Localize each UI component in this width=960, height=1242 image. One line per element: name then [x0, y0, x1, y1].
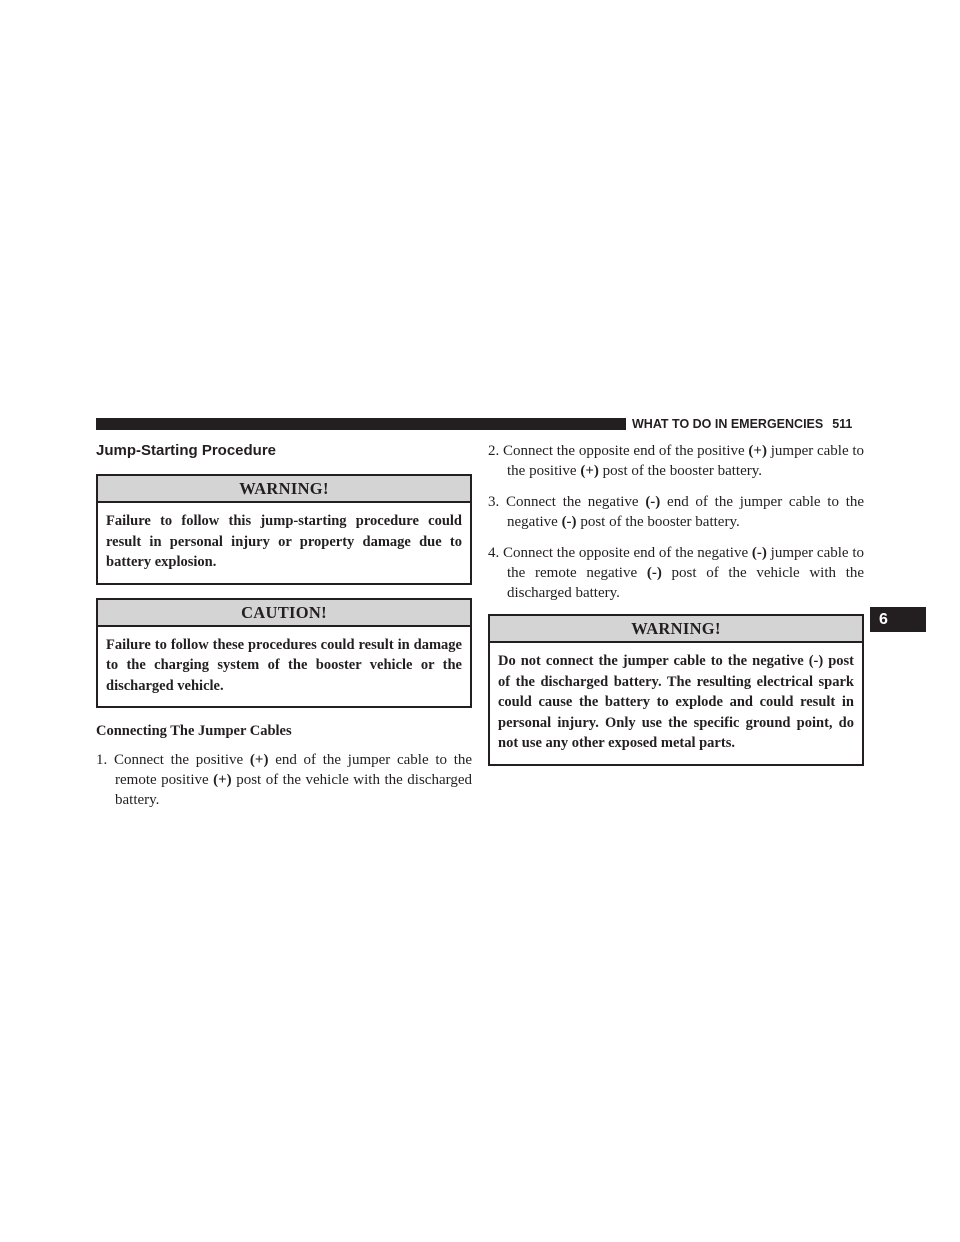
section-title: Jump-Starting Procedure [96, 442, 277, 459]
polarity-symbol: (+) [213, 772, 232, 788]
polarity-symbol: (-) [645, 494, 661, 510]
step-text: post of the booster battery. [602, 463, 763, 479]
header-rule [96, 418, 626, 430]
subheading: Connecting The Jumper Cables [96, 723, 292, 739]
warning-box [488, 614, 864, 766]
caution-box [96, 598, 472, 709]
warning-title: WARNING! [490, 616, 862, 643]
step-text: post of the vehicle with the discharged battery. [507, 565, 865, 601]
left-column [96, 441, 472, 821]
step-text: end of the jumper cable to the remote positive [115, 752, 473, 788]
step-number: 3. [488, 494, 500, 510]
step-1 [96, 750, 472, 810]
step-text: Connect the opposite end of the negative [503, 545, 749, 561]
page-number: 511 [832, 417, 853, 431]
step-text: Connect the positive [113, 752, 244, 768]
running-header [632, 417, 867, 431]
step-text: jumper cable to the remote negative [507, 545, 865, 581]
polarity-symbol: (+) [580, 463, 599, 479]
header-section-title: WHAT TO DO IN EMERGENCIES [632, 417, 824, 431]
caution-title: CAUTION! [98, 600, 470, 627]
caution-text: Failure to follow these procedures could result in damage to the charging system of the booster vehicle or the discharged vehicle. [106, 636, 462, 694]
step-number: 1. [96, 752, 108, 768]
step-2 [488, 441, 864, 481]
step-text: Connect the negative [505, 494, 639, 510]
step-text: post of the vehicle with the discharged battery. [115, 772, 472, 808]
polarity-symbol: (+) [748, 443, 767, 459]
step-number: 4. [488, 545, 500, 561]
step-3 [488, 492, 864, 532]
step-text: end of the jumper cable to the negative [507, 494, 865, 530]
step-4 [488, 543, 864, 603]
step-number: 2. [488, 443, 500, 459]
polarity-symbol: (-) [646, 565, 662, 581]
warning-title: WARNING! [98, 476, 470, 503]
polarity-symbol: (+) [249, 752, 269, 768]
step-text: post of the booster battery. [580, 514, 740, 530]
polarity-symbol: (-) [751, 545, 767, 561]
step-text: jumper cable to the positive [507, 443, 865, 479]
warning-box [96, 474, 472, 585]
right-column [488, 441, 864, 779]
chapter-tab: 6 [870, 607, 926, 632]
warning-text: Do not connect the jumper cable to the negative (-) post of the discharged battery. The resulting electrical spark could cause the battery to explode and could result in personal injury. Only use the specific ground point, do not use any other exposed metal parts. [498, 653, 854, 751]
warning-text: Failure to follow this jump-starting procedure could result in personal injury or property damage due to battery explosion. [106, 513, 462, 570]
polarity-symbol: (-) [561, 514, 577, 530]
step-text: Connect the opposite end of the positive [503, 443, 745, 459]
